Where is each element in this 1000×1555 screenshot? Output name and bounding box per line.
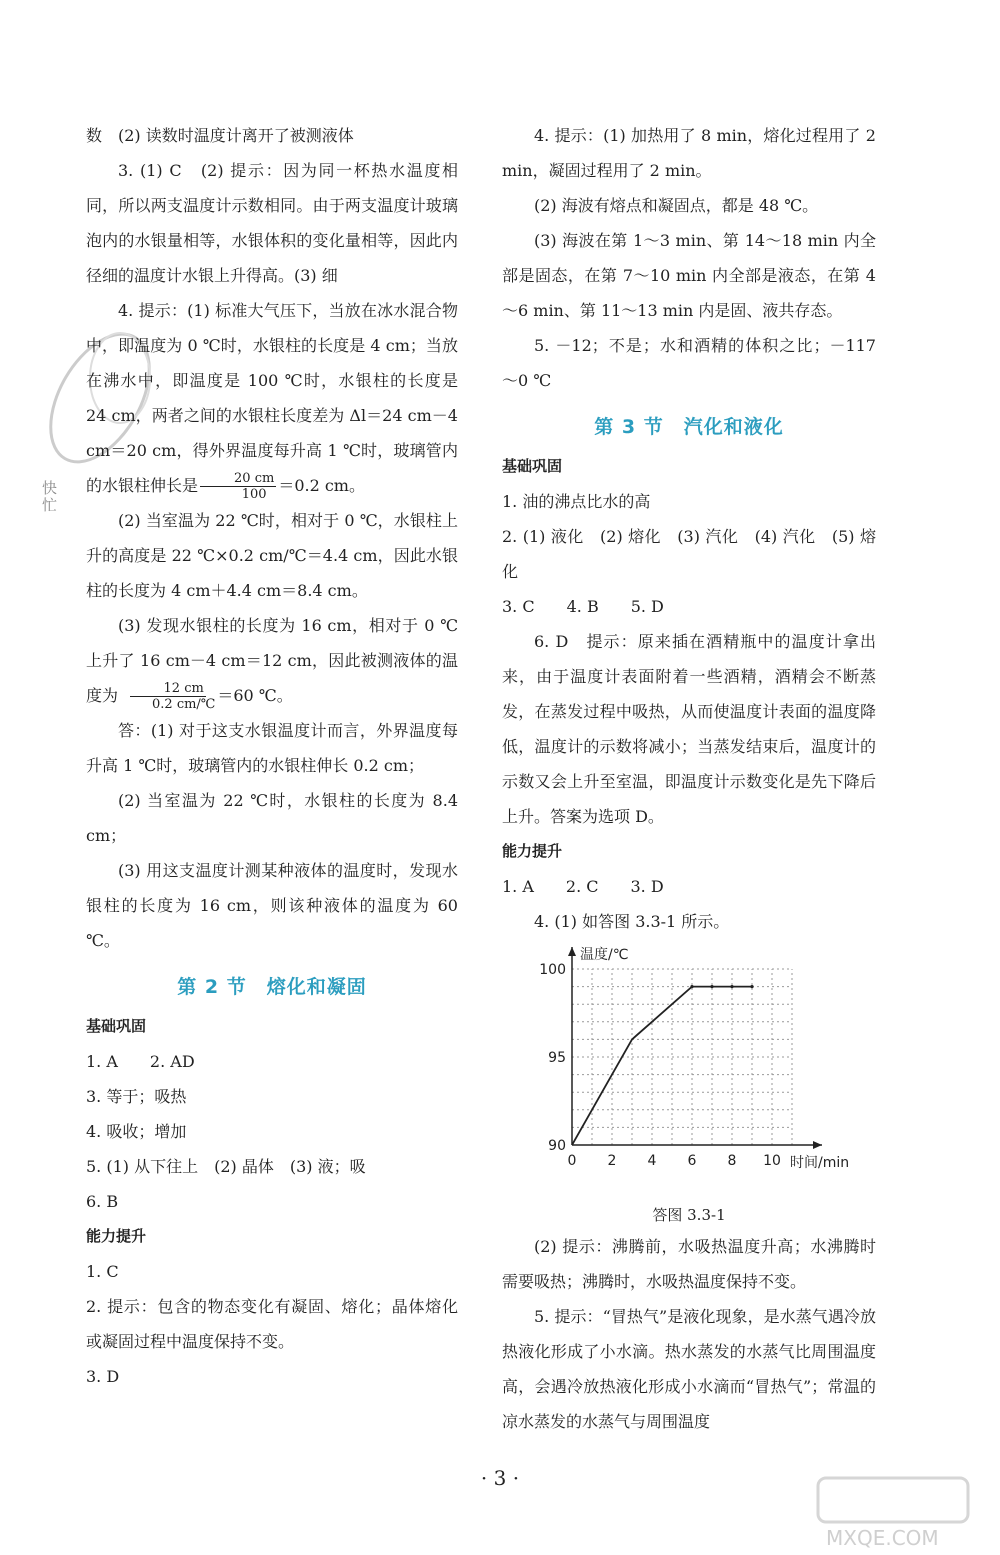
text-line: (2) 海波有熔点和凝固点，都是 48 ℃。 <box>534 196 819 215</box>
text-line: (2) 当室温为 22 ℃时，水银柱的长度为 8.4 cm； <box>86 791 458 845</box>
y-tick-label: 100 <box>539 962 566 978</box>
text-line: (2) 提示：沸腾前，水吸热温度升高；水沸腾时需要吸热；沸腾时，水吸热温度保持不变。 <box>502 1237 876 1291</box>
chart-svg <box>538 945 850 1205</box>
data-point <box>690 985 693 988</box>
watermark-logo <box>808 1470 988 1550</box>
x-tick-label: 6 <box>687 1153 697 1169</box>
answer-line: 2. (1) 液化 (2) 熔化 (3) 汽化 (4) 汽化 (5) 熔化 <box>502 527 876 581</box>
data-point <box>750 985 753 988</box>
svg-text:MXQE.COM: MXQE.COM <box>826 1526 939 1550</box>
answer-line: 1. A 2. C 3. D <box>502 877 664 896</box>
subsection-title: 基础巩固 <box>86 1017 147 1035</box>
left-column <box>86 118 458 1394</box>
svg-text:忙: 忙 <box>42 496 58 514</box>
text-line: 4. 提示：(1) 标准大气压下，当放在冰水混合物中，即温度为 0 ℃时，水银柱的长度是 4 cm；当放在沸水中，即温度是 100 ℃时，水银柱的长度是 24 cm，两者之间的水银柱长度差为 Δl＝24 cm－4 cm＝20 cm，得外界温度每升高 1 ℃时，玻璃管内的水银柱伸长是 $\frac{20 cm}{100}$ ＝0.2 cm。 <box>86 301 458 502</box>
y-axis-arrow <box>568 947 576 956</box>
y-tick-label: 95 <box>548 1050 566 1066</box>
text-line: (3) 海波在第 1～3 min、第 14～18 min 内全部是固态，在第 7～10 min 内全部是液态，在第 4～6 min、第 11～13 min 内是固、液共存态。 <box>502 231 876 320</box>
section-title: 第 2 节 熔化和凝固 <box>177 976 367 998</box>
subsection-title: 能力提升 <box>86 1227 147 1245</box>
x-tick-label: 10 <box>763 1153 781 1169</box>
answer-line: 5. (1) 从下往上 (2) 晶体 (3) 液；吸 <box>86 1157 366 1176</box>
x-tick-label: 8 <box>727 1153 737 1169</box>
text-line: 数 (2) 读数时温度计离开了被测液体 <box>86 126 354 145</box>
data-point <box>730 985 733 988</box>
answer-line: 3. C 4. B 5. D <box>502 597 664 616</box>
answer-line: 4. 吸收；增加 <box>86 1122 187 1141</box>
answer-line: 3. 等于；吸热 <box>86 1087 187 1106</box>
y-tick-label: 90 <box>548 1138 566 1154</box>
answer-line: 2. 提示：包含的物态变化有凝固、熔化；晶体熔化或凝固过程中温度保持不变。 <box>86 1297 458 1351</box>
answer-line: 1. A 2. AD <box>86 1052 195 1071</box>
subsection-title: 基础巩固 <box>502 457 563 475</box>
answer-line: 3. D <box>86 1367 120 1386</box>
section-title: 第 3 节 汽化和液化 <box>594 416 784 438</box>
text-line: (3) 发现水银柱的长度为 16 cm，相对于 0 ℃上升了 16 cm－4 cm＝12 cm，因此被测液体的温度为 $\frac{12 cm}{0.2 cm/℃}$ ＝60 ℃。 <box>86 616 458 712</box>
answer-line: 6. D 提示：原来插在酒精瓶中的温度计拿出来，由于温度计表面附着一些酒精，酒精会不断蒸发，在蒸发过程中吸热，从而使温度计表面的温度降低，温度计的示数将减小；当蒸发结束后，温度计的示数又会上升至室温，即温度计示数变化是先下降后上升。答案为选项 D。 <box>502 632 876 826</box>
data-point <box>710 985 713 988</box>
page-number: · 3 · <box>480 1466 520 1490</box>
text-line: 3. (1) C (2) 提示：因为同一杯热水温度相同，所以两支温度计示数相同。由于两支温度计玻璃泡内的水银量相等，水银体积的变化量相等，因此内径细的温度计水银上升得高。(3) 细 <box>86 161 458 285</box>
text-line: 5. －12；不是；水和酒精的体积之比；－117～0 ℃ <box>502 336 876 390</box>
answer-line: 4. (1) 如答图 3.3-1 所示。 <box>534 912 730 931</box>
y-axis-label: 温度/℃ <box>580 947 629 963</box>
text-line: 4. 提示：(1) 加热用了 8 min，熔化过程用了 2 min，凝固过程用了 2 min。 <box>502 126 876 180</box>
figure-caption: 答图 3.3-1 <box>652 1206 726 1224</box>
text-line: 答：(1) 对于这支水银温度计而言，外界温度每升高 1 ℃时，玻璃管内的水银柱伸长 0.2 cm； <box>86 721 458 775</box>
x-tick-label: 4 <box>647 1153 657 1169</box>
text-line: (3) 用这支温度计测某种液体的温度时，发现水银柱的长度为 16 cm，则该种液体的温度为 60 ℃。 <box>86 861 458 950</box>
svg-text:快: 快 <box>42 479 58 497</box>
text-line: 5. 提示：“冒热气”是液化现象，是水蒸气遇冷放热液化形成了小水滴。热水蒸发的水蒸气比周围温度高，会遇冷放热液化形成小水滴而“冒热气”；常温的凉水蒸发的水蒸气与周围温度 <box>502 1307 876 1431</box>
x-axis-arrow <box>813 1141 822 1149</box>
right-column <box>502 118 876 1439</box>
x-tick-label: 0 <box>567 1153 577 1169</box>
subsection-title: 能力提升 <box>502 842 563 860</box>
x-tick-label: 2 <box>607 1153 617 1169</box>
fraction: $\frac{12 cm}{0.2 cm/℃}$ <box>120 681 215 712</box>
answer-line: 1. 油的沸点比水的高 <box>502 492 651 511</box>
answer-line: 1. C <box>86 1262 119 1281</box>
answer-line: 6. B <box>86 1192 119 1211</box>
temperature-graph <box>538 945 850 1205</box>
text-line: (2) 当室温为 22 ℃时，相对于 0 ℃，水银柱上升的高度是 22 ℃×0.2 cm/℃＝4.4 cm，因此水银柱的长度为 4 cm＋4.4 cm＝8.4 cm。 <box>86 511 458 600</box>
fraction: $\frac{20 cm}{100}$ <box>200 471 276 502</box>
x-axis-label: 时间/min <box>790 1155 850 1171</box>
temperature-curve <box>572 987 752 1145</box>
